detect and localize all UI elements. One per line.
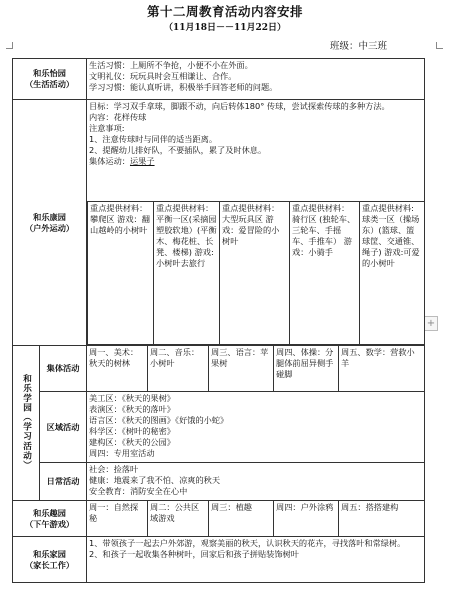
area-line: 美工区：《秋天的果树》 — [89, 393, 175, 403]
study-areas-content — [87, 392, 425, 463]
study-daily-content — [87, 463, 425, 501]
area-line: 语言区：《秋天的图画》《好饿的小蛇》 — [89, 415, 229, 425]
section-games-title: 和乐趣园 （下午游戏） — [13, 501, 87, 537]
margin-corner-mark — [6, 42, 13, 49]
outdoor-zone: 重点提供材料：大型玩具区 游戏：爱冒险的小树叶 — [220, 202, 290, 345]
games-item: 周一：自然探秘 — [87, 501, 148, 537]
outdoor-notes-title: 注意事项: — [89, 123, 125, 133]
games-item: 周三：植趣 — [209, 501, 274, 537]
games-item: 周二：公共区域游戏 — [148, 501, 209, 537]
outdoor-note: 2、提醒幼儿排好队，不要插队，累了及时休息。 — [89, 145, 267, 155]
games-item: 周五：搭搭建构 — [339, 501, 425, 537]
daily-line: 健康：地震来了我不怕、凉爽的秋天 — [89, 475, 221, 485]
family-line: 2、和孩子一起收集各种树叶，回家后和孩子拼贴装饰树叶 — [89, 549, 299, 559]
margin-corner-mark — [436, 42, 443, 49]
section-study-title: 和乐学园（学习活动） — [13, 346, 40, 501]
section-family-content — [87, 537, 425, 583]
outdoor-group: 集体运动：运果子 — [89, 156, 155, 166]
add-row-icon[interactable]: + — [424, 316, 438, 331]
study-group-item: 周三、语言：苹果树 — [209, 346, 274, 392]
area-line: 建构区：《秋天的公园》 — [89, 437, 175, 447]
outdoor-zone: 重点提供材料：攀爬区 游戏：翻山越岭的小树叶 — [88, 202, 154, 345]
study-group-label: 集体活动 — [40, 346, 87, 392]
study-daily-label: 日常活动 — [40, 463, 87, 501]
games-item: 周四：户外涂鸦 — [274, 501, 339, 537]
class-label: 班级：中三班 — [330, 41, 388, 52]
page-title: 第十二周教育活动内容安排 — [146, 4, 303, 19]
outdoor-zone: 重点提供材料：骑行区 (独轮车、三轮车、手摇车、手推车） 游戏：小骑手 — [290, 202, 360, 345]
life-line: 学习习惯：能认真听讲，积极举手回答老师的问题。 — [89, 82, 278, 92]
section-life-title: 和乐怡园 （生活活动） — [13, 59, 87, 100]
outdoor-zone: 重点提供材料:球类一区（操场东）(篮球、篮球筐、交通锥、绳子) 游戏:可爱的小树叶 — [360, 202, 425, 345]
area-line: 周四：专用室活动 — [89, 448, 155, 458]
life-line: 文明礼仪：玩玩具时会互相谦让、合作。 — [89, 71, 237, 81]
area-line: 科学区：《树叶的秘密》 — [89, 426, 175, 436]
section-outdoor-title: 和乐康园 （户外运动） — [13, 100, 87, 346]
outdoor-zone: 重点提供材料：平衡一区(采摘园塑胶软地）(平衡木、梅花桩、长凳、楼梯) 游戏:小树叶去旅行 — [154, 202, 220, 345]
study-areas-label: 区域活动 — [40, 392, 87, 463]
area-line: 表演区：《秋天的落叶》 — [89, 404, 175, 414]
study-group-item: 周一、美术：秋天的树林 — [87, 346, 148, 392]
daily-line: 安全教育：消防安全在心中 — [89, 486, 188, 496]
outdoor-goal: 目标：学习双手拿球，脚跟不动，向后转体180° 传球，尝试探索传球的多种方法。 — [89, 101, 390, 111]
study-group-item: 周五、数学：营救小羊 — [339, 346, 425, 392]
daily-line: 社会：捡落叶 — [89, 464, 139, 474]
study-group-item: 周四、体操：分腿体前屈异侧手碰脚 — [274, 346, 339, 392]
section-family-title: 和乐家园 （家长工作） — [13, 537, 87, 583]
section-outdoor-content — [87, 100, 425, 346]
study-group-item: 周二、音乐：小树叶 — [148, 346, 209, 392]
schedule-table — [12, 58, 425, 583]
section-life-content — [87, 59, 425, 100]
outdoor-content: 内容：花样传球 — [89, 112, 147, 122]
outdoor-note: 1、注意传球时与同伴的适当距离。 — [89, 134, 218, 144]
family-line: 1、带领孩子一起去户外郊游，观察美丽的秋天，认识秋天的花卉，寻找落叶和常绿树。 — [89, 538, 406, 548]
date-range: （11月18日－－11月22日） — [163, 23, 287, 33]
life-line: 生活习惯：上厕所不争抢，小便不小在外面。 — [89, 60, 253, 70]
